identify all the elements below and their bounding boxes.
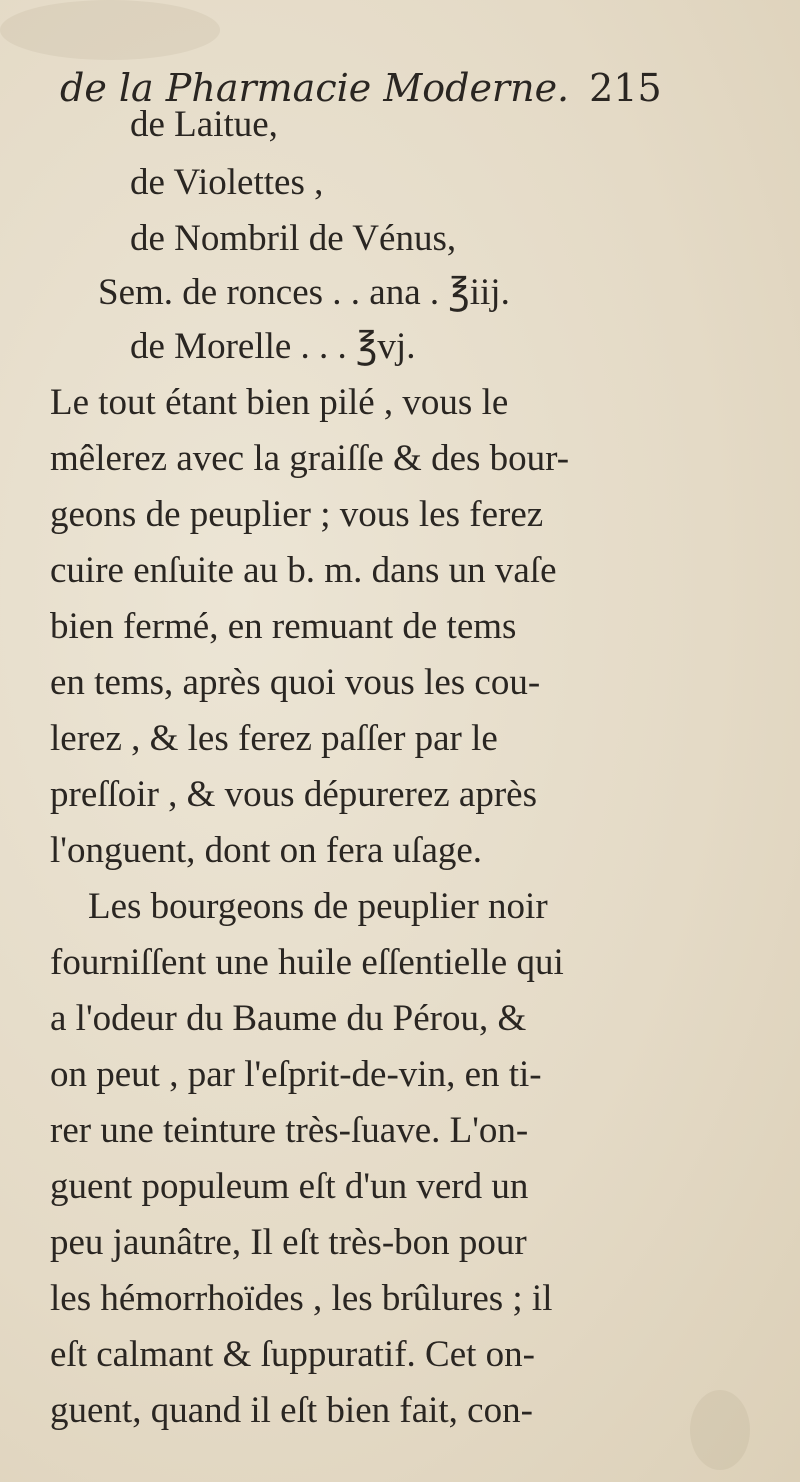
text-line: peu jaunâtre, Il eſt très-bon pour (50, 1222, 527, 1263)
text-line: l'onguent, dont on fera uſage. (50, 830, 483, 871)
text-line: bien fermé, en remuant de tems (50, 606, 517, 647)
paper-stain (0, 0, 220, 60)
text-line: lerez , & les ferez paſſer par le (50, 718, 498, 759)
text-line: preſſoir , & vous dépurerez après (50, 774, 537, 815)
text-line: guent populeum eſt d'un verd un (50, 1166, 529, 1207)
text-line: en tems, après quoi vous les cou- (50, 662, 541, 703)
running-title: de la Pharmacie Moderne. (60, 66, 570, 110)
text-line: guent, quand il eſt bien fait, con- (50, 1390, 533, 1431)
text-line: cuire enſuite au b. m. dans un vaſe (50, 550, 557, 591)
text-line: mêlerez avec la graiſſe & des bour- (50, 438, 570, 479)
ingredient-line: de Violettes , (130, 162, 324, 203)
text-line: on peut , par l'eſprit-de-vin, en ti- (50, 1054, 542, 1095)
text-line: rer une teinture très-ſuave. L'on- (50, 1110, 529, 1151)
paper-stain (690, 1390, 750, 1470)
text-line: eſt calmant & ſuppuratif. Cet on- (50, 1334, 535, 1375)
page-number: 215 (589, 66, 662, 110)
ingredient-line: Sem. de ronces . . ana . ℥iij. (98, 272, 510, 313)
text-line: les hémorrhoïdes , les brûlures ; il (50, 1278, 553, 1319)
text-line: a l'odeur du Baume du Pérou, & (50, 998, 527, 1039)
text-line: Les bourgeons de peuplier noir (88, 886, 548, 927)
text-line: Le tout étant bien pilé , vous le (50, 382, 509, 423)
text-line: fourniſſent une huile eſſentielle qui (50, 942, 564, 983)
ingredient-line: de Laitue, (130, 104, 278, 145)
ingredient-line: de Morelle . . . ℥vj. (130, 326, 416, 367)
ingredient-line: de Nombril de Vénus, (130, 218, 457, 259)
text-line: geons de peuplier ; vous les ferez (50, 494, 544, 535)
